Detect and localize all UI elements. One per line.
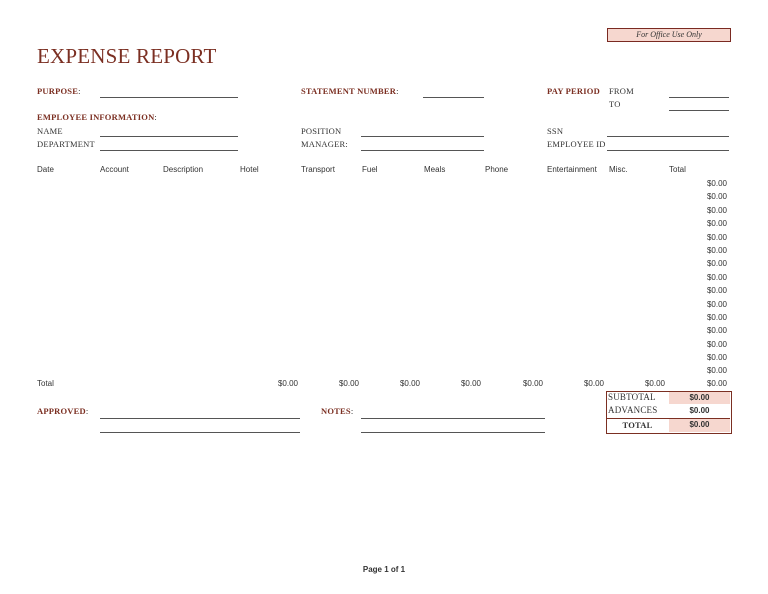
total-label: TOTAL [622,420,653,430]
pay-period-to-field[interactable] [669,110,729,111]
col-header-misc: Misc. [609,165,628,174]
department-label: DEPARTMENT [37,139,95,149]
col-header-transport: Transport [301,165,335,174]
approved-field-line-1[interactable] [100,418,300,419]
manager-label: MANAGER: [301,139,348,149]
row-total: $0.00 [706,326,727,335]
totals-row-label: Total [37,379,54,388]
statement-number-field[interactable] [423,97,484,98]
row-total: $0.00 [706,179,727,188]
row-total: $0.00 [706,273,727,282]
to-label: TO [609,99,621,109]
ssn-label: SSN [547,126,564,136]
col-header-hotel: Hotel [240,165,259,174]
row-total: $0.00 [706,206,727,215]
manager-field[interactable] [361,150,484,151]
row-total: $0.00 [706,286,727,295]
col-header-fuel: Fuel [362,165,378,174]
row-total: $0.00 [706,246,727,255]
notes-colon: : [350,406,354,416]
row-total: $0.00 [706,340,727,349]
row-total: $0.00 [706,192,727,201]
statement-number-label [301,86,399,96]
pay-period-label: PAY PERIOD [547,86,600,96]
col-header-description: Description [163,165,204,174]
column-total-phone: $0.00 [522,379,543,388]
purpose-label-text: PURPOSE [37,86,79,96]
column-total-hotel: $0.00 [277,379,298,388]
department-field[interactable] [100,150,238,151]
total-value: $0.00 [669,419,730,432]
row-total: $0.00 [706,259,727,268]
column-total-meals: $0.00 [460,379,481,388]
approved-label [37,406,88,416]
purpose-label [37,86,81,96]
col-header-total: Total [669,165,686,174]
subtotal-value: $0.00 [669,392,730,404]
advances-value[interactable]: $0.00 [669,405,730,417]
column-total-fuel: $0.00 [399,379,420,388]
advances-label: ADVANCES [608,405,658,415]
employee-id-field[interactable] [607,150,729,151]
statement-number-label-text: STATEMENT NUMBER [301,86,397,96]
office-use-badge: For Office Use Only [607,28,731,42]
column-total-transport: $0.00 [338,379,359,388]
row-total: $0.00 [706,366,727,375]
employee-info-heading-text: EMPLOYEE INFORMATION [37,112,155,122]
notes-label-text: NOTES [321,406,351,416]
row-total: $0.00 [706,219,727,228]
col-header-entertainment: Entertainment [547,165,597,174]
purpose-field[interactable] [100,97,238,98]
col-header-date: Date [37,165,54,174]
col-header-phone: Phone [485,165,509,174]
column-total-misc: $0.00 [644,379,665,388]
employee-info-heading [37,112,157,122]
row-total: $0.00 [706,233,727,242]
ssn-field[interactable] [607,136,729,137]
column-total-entertainment: $0.00 [583,379,604,388]
approved-field-line-2[interactable] [100,432,300,433]
notes-field-line-2[interactable] [361,432,545,433]
name-field[interactable] [100,136,238,137]
subtotal-label: SUBTOTAL [608,392,656,402]
name-label: NAME [37,126,63,136]
employee-info-colon: : [154,112,157,122]
pay-period-from-field[interactable] [669,97,729,98]
row-total: $0.00 [706,353,727,362]
report-title: EXPENSE REPORT [37,44,217,68]
approved-label-text: APPROVED [37,406,86,416]
approved-colon: : [85,406,89,416]
row-total: $0.00 [706,300,727,309]
statement-number-colon: : [396,86,399,96]
employee-id-label: EMPLOYEE ID [547,139,606,149]
notes-field-line-1[interactable] [361,418,545,419]
notes-label [321,406,353,416]
position-label: POSITION [301,126,342,136]
col-header-meals: Meals [424,165,446,174]
column-total-total: $0.00 [706,379,727,388]
col-header-account: Account [100,165,129,174]
page-number: Page 1 of 1 [362,565,406,574]
from-label: FROM [609,86,634,96]
position-field[interactable] [361,136,484,137]
purpose-colon: : [78,86,81,96]
row-total: $0.00 [706,313,727,322]
